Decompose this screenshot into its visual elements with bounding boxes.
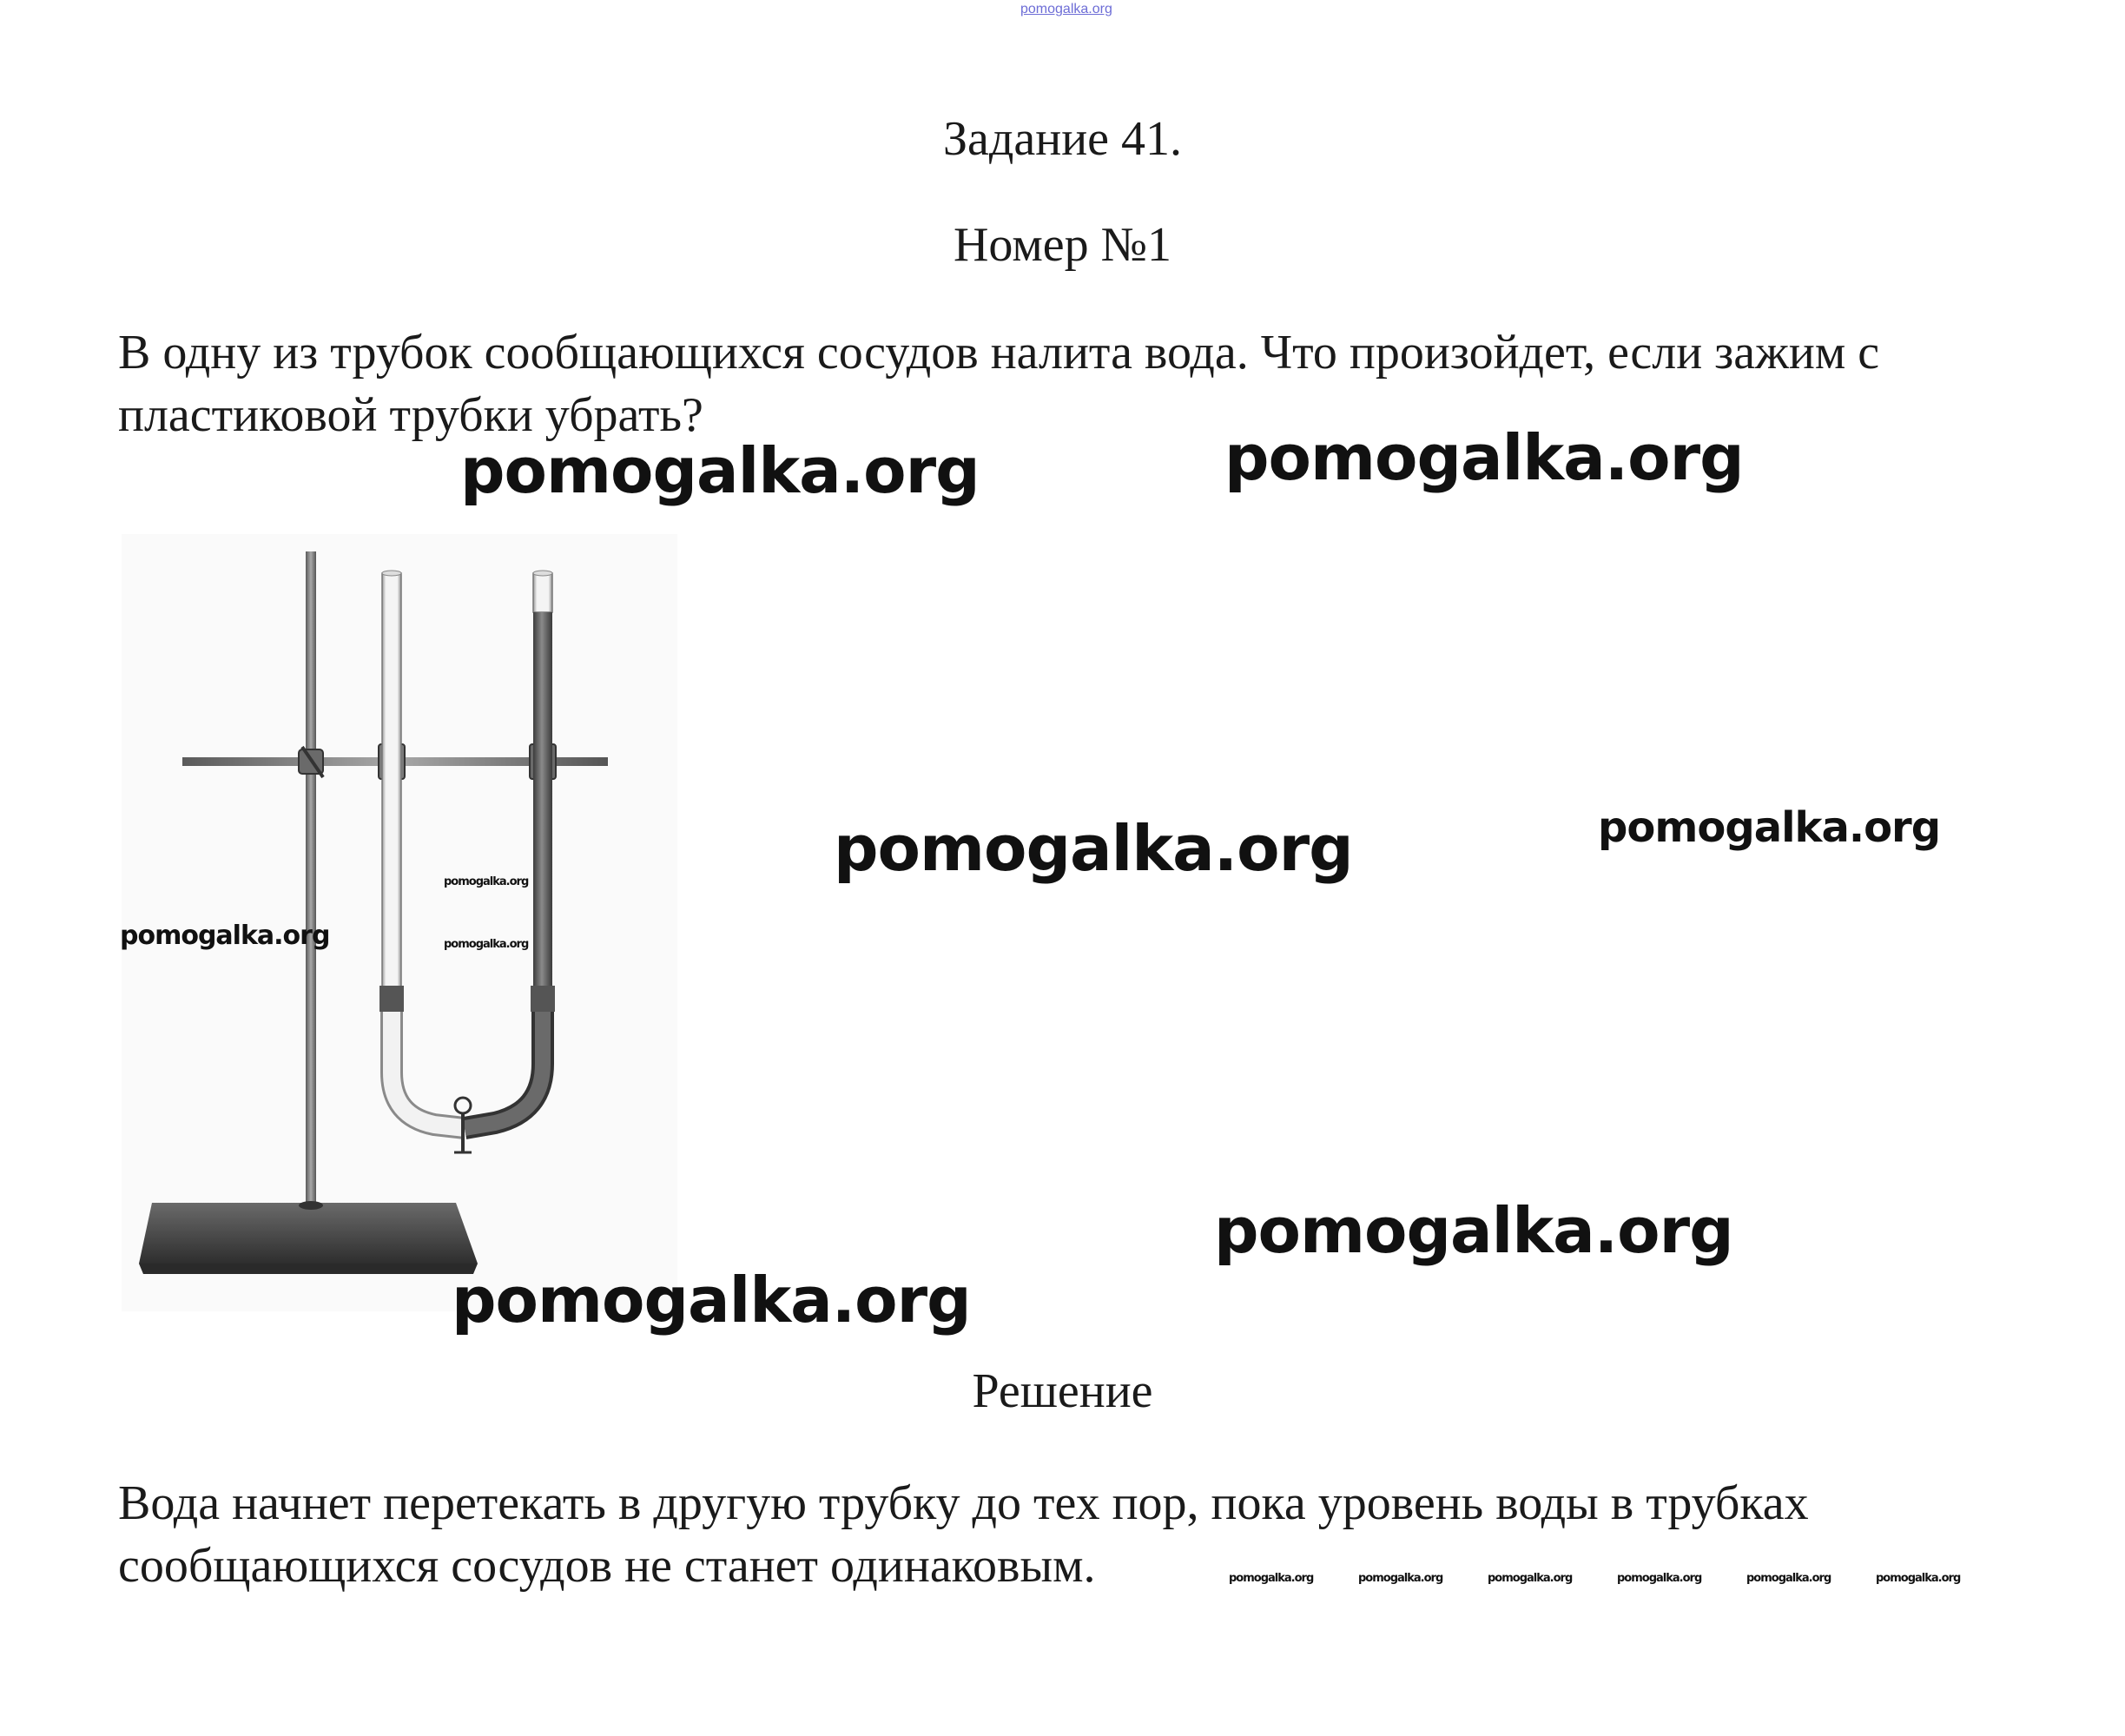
watermark: pomogalka.org — [1488, 1572, 1573, 1585]
watermark: pomogalka.org — [1214, 1194, 1733, 1267]
solution-line-1: Вода начнет перетекать в другую трубку до тех пор, пока уровень воды в трубках — [118, 1476, 1809, 1530]
watermark: pomogalka.org — [1229, 1572, 1314, 1585]
watermark: pomogalka.org — [460, 434, 980, 507]
solution-heading: Решение — [972, 1364, 1153, 1418]
watermark: pomogalka.org — [834, 812, 1353, 885]
watermark: pomogalka.org — [1746, 1572, 1831, 1585]
watermark: pomogalka.org — [1224, 421, 1744, 494]
watermark: pomogalka.org — [1876, 1572, 1961, 1585]
question-line-2: пластиковой трубки убрать? — [118, 388, 703, 442]
question-text — [118, 321, 2055, 446]
task-number: Номер №1 — [953, 218, 1172, 272]
watermark: pomogalka.org — [120, 921, 330, 951]
task-title: Задание 41. — [942, 112, 1183, 166]
watermark-top[interactable]: pomogalka.org — [1020, 2, 1112, 17]
watermark: pomogalka.org — [1617, 1572, 1702, 1585]
question-line-1: В одну из трубок сообщающихся сосудов налита вода. Что произойдет, если зажим с — [118, 326, 1880, 380]
watermark: pomogalka.org — [444, 938, 529, 951]
watermark: pomogalka.org — [1358, 1572, 1443, 1585]
watermark: pomogalka.org — [452, 1264, 971, 1337]
watermark: pomogalka.org — [444, 875, 529, 888]
solution-line-2: сообщающихся сосудов не станет одинаковым. — [118, 1539, 1096, 1593]
watermark: pomogalka.org — [1598, 803, 1941, 852]
